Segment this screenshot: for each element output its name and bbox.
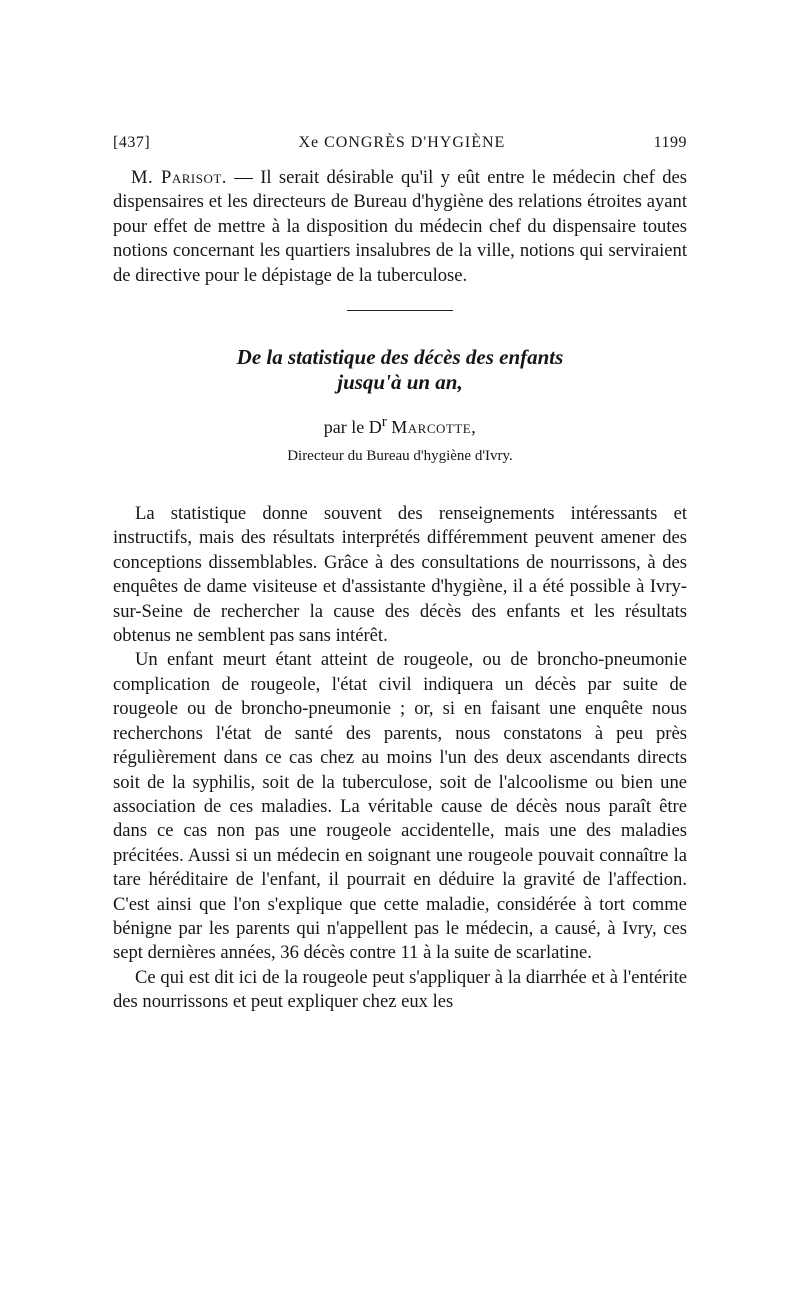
body-paragraph-2: Un enfant meurt étant atteint de rougeole, ou de broncho-pneumonie complication de rougeole, l'état civil indiquera un décès par suite de rougeole ou de broncho-pneumonie ; or, si en faisant une enquête nous recherchons l'état de santé des parents, nous constatons à peu près régulièrement dans ce cas chez au moins l'un des deux ascendants directs soit de la syphilis, soit de la tuberculose, soit de l'alcoolisme ou bien une association de ces maladies. La véritable cause de décès nous paraît être dans ce cas non pas une rougeole accidentelle, mais une des maladies précitées. Aussi si un médecin en soignant une rougeole pouvait connaître la tare héréditaire de l'enfant, il pourrait en déduire la gravité de l'affection. C'est ainsi que l'on s'explique que cette maladie, considérée à tort comme bénigne par les parents qui n'appellent pas le médecin, a causé, à Ivry, ces sept dernières années, 36 décès contre 11 à la suite de scarlatine. [113,649,687,964]
body-paragraph-1: La statistique donne souvent des renseignements intéressants et instructifs, mais des résultats interprétés différemment peuvent amener des conceptions dissemblables. Grâce à des consultations de nourrissons, à des enquêtes de dame visiteuse et d'assistante d'hygiène, il a été possible à Ivry-sur-Seine de rechercher la cause des décès des enfants et les résultats obtenus ne semblent pas sans intérêt. [113,503,687,647]
author-byline [113,411,687,438]
author-affiliation: Directeur du Bureau d'hygiène d'Ivry. [287,448,513,465]
intervention-text: — Il serait désirable qu'il y eût entre le médecin chef des dispensaires et les directeurs de Bureau d'hygiène des relations étroites ayant pour effet de mettre à la disposition du médecin chef du dispensaire toutes notions concernant les quartiers insalubres de la ville, notions qui serviraient de directive pour le dépistage de la tuberculose. [113,167,687,286]
intervention-paragraph [113,166,687,288]
byline-superscript: r [381,414,387,431]
running-header [113,134,687,160]
article-title-line-2: jusqu'à un an, [337,370,463,395]
speaker-name: M. Parisot. [131,167,227,188]
body-paragraph-3: Ce qui est dit ici de la rougeole peut s'appliquer à la diarrhée et à l'entérite des nourrissons et peut expliquer chez eux les [113,966,687,1013]
section-divider [347,310,453,311]
byline-prefix: par le D [323,417,382,438]
author-name: Marcotte, [391,417,477,438]
book-page [113,134,687,1015]
article-title [113,345,687,395]
page-marker: [437] [113,134,151,151]
running-title: Xe CONGRÈS D'HYGIÈNE [298,134,506,151]
page-number: 1199 [653,134,687,151]
article-title-line-1: De la statistique des décès des enfants [236,345,564,370]
